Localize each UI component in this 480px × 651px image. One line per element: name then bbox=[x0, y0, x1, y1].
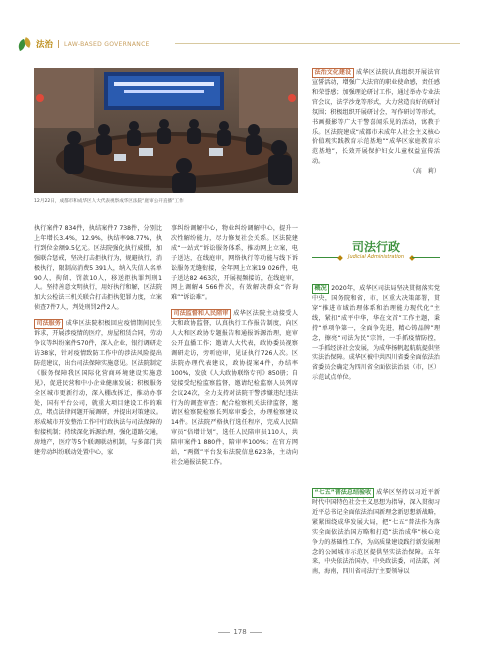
meeting-photo bbox=[34, 68, 298, 193]
pufa-text: 成华区坚持以习近平新时代中国特色社会主义思想为指导，深入贯彻习近平总书记全面依法治国新理念新思想新战略，紧紧围绕成华发展大局，把“七五”普法作为落实全面依法治国方略和打造“法治成华”核心竞争力的基础性工作，为高质量建设践行新发展理念的公园城市示范区提供坚实法治保障。五年来，中央依法治国办，中央政法委，司法部，河南，海南，四川省司法厅主要领导以 bbox=[312, 489, 440, 576]
tag-judicial-service: 司法服务 bbox=[34, 319, 63, 329]
tag-overview: 概况 bbox=[312, 284, 329, 294]
page-number-rule-right bbox=[250, 632, 262, 633]
photo-caption: 12月22日，成都市和成华区人大代表视察成华区法院“庭审公开直播”工作 bbox=[34, 199, 184, 204]
supervision-text: 成华区法院主动接受人大和政协监督，认真执行工作报告制度，向区人大和区政协专题报告和通报诉源治理，庭审公开直播工作；邀请人大代表，政协委员视察调研走访，旁听庭审，见证执行726人次。区法院办理代表建议，政协提案4件，办结率100%，发放《人大政协联络专刊》850册；自觉接受纪检监察监督，邀请纪检监察人员列席会议24次，全力支持对法院干警涉嫌违纪违法行为的调查审查；配合检察机关法律监督，邀请区检察院检察长列席审委会，办理检察建议14件。区法院严格执行选任程序，完成人民陪审员“倍增计划”，选任人民陪审员110人，共陪审案件1 880件，陪审率100%；在官方网站，“两微”平台发布法院信息623条，主动向社会通报法院工作。 bbox=[171, 310, 298, 466]
paragraph-pufa bbox=[312, 488, 440, 577]
column-1 bbox=[34, 224, 162, 458]
page-number: 178 bbox=[233, 628, 247, 636]
header-divider bbox=[58, 40, 59, 48]
section-header bbox=[312, 238, 440, 268]
column-3-overview bbox=[312, 284, 440, 383]
section-title: 司法行政 bbox=[351, 240, 400, 254]
column-3-pufa bbox=[312, 488, 440, 577]
paragraph-judicial-service bbox=[34, 319, 162, 458]
header-title: 法治 bbox=[36, 40, 54, 50]
leaf-logo-icon bbox=[18, 38, 32, 50]
paragraph-overview bbox=[312, 284, 440, 383]
judicial-service-text: 成华区法院积极回应疫情期间民生诉求，开展涉疫情的医疗，房屋租赁合同，劳动争议等纠纷案件570件，深入企业，银行调研走访38家，针对疫情致防工作中的涉法风险提出防范建议，出台司法保障实施意见。区法院制定《服务保障我区国际化营商环境建设实施意见》，促进民营和中小企业健康发展；积极服务全区城市更新行动，深入棚改拆迁，推动办事处，国有平台公司，就重大项目建设工作的难点，堵点法律问题开展调研，并提出对策建议。形成城市开发整治工作中行政执法与司法保障的衔接机制；持续深化诉源治理，强化道路交通，房地产，医疗等5个联调联动机制，与多部门共建劳动纠纷联动处置中心，家 bbox=[34, 320, 162, 457]
tag-legal-culture: 法治文化建设 bbox=[312, 68, 354, 78]
paragraph-mediation: 事纠纷调解中心，物业纠纷调解中心，提升一次性解纷能力，尽力修复社会关系。区法院建成“一站式”诉讼服务体系，推动网上立案，电子送达，在线庭审，网络执行等功能与线下诉讼服务无缝衔接，全年网上立案19 026件，电子送达82 463次，开展视频接访，在线庭审，网上调解4 566件次，有效解决群众“咨询难”“诉讼难”。 bbox=[171, 225, 298, 302]
header-subtitle: LAW-BASED GOVERNANCE bbox=[64, 40, 150, 48]
column-2 bbox=[171, 224, 298, 468]
paragraph-legal-culture bbox=[312, 68, 440, 167]
tag-pufa: “七五”普法总结验收 bbox=[312, 488, 374, 498]
section-subtitle: Judicial Administration bbox=[347, 254, 405, 260]
header-rule bbox=[175, 43, 460, 44]
page-header bbox=[18, 38, 150, 50]
paragraph-supervision bbox=[171, 309, 298, 468]
legal-culture-text: 成华区法院认真组织开展法官宣誓活动，增强广大法官的职业使命感，责任感和荣誉感；加强理论研讨工作，通过举办专业法官会议，法学沙龙等形式，大力营造良好的研讨氛围；积极组织开展研讨会，写作研讨等形式，书画摄影等广大干警喜闻乐见的活动，寓教于乐。区法院建成“成都市未成年人社会主义核心价值观实践教育示范基地”“成华区家庭教育示范基地”，长效开展保护妇女儿童权益宣传活动。 bbox=[312, 69, 440, 166]
overview-text: 2020年，成华区司法局坚决贯彻落实党中央，国务院和省，市，区重大决策部署，贯穿“推进市域治理体系和治理能力现代化”主线，紧扣“成平中华，华在文首”工作主题，秉持“单项争第一，全面争先进，精心铸品牌”理念，擦亮“司法为民”宗旨，一手抓疫情防控，一手抓经济社会发展，为成华扬帆起航航提供坚实法治保障。成华区被中共四川省委全面依法治省委员会确定为四川省全面依法治县（市，区）示范试点单位。 bbox=[312, 285, 440, 382]
section-rule-right bbox=[412, 257, 440, 258]
author-credit: （高 莉） bbox=[409, 168, 440, 176]
tag-supervision: 司法监督和人民陪审 bbox=[171, 309, 231, 319]
paragraph-execution: 执行案件7 834件，执结案件7 738件，分别比上年增长3.4%，12.9%，执结率98.77%，执行到位金额9.5亿元。区法院强化执行威慑，加强联合惩戒，坚决打击拒执行为，规避执行，消极执行，限制高消费5 391人，纳入失信人名单90人，拘留、罚款10人，移送拒执罪判刑1人。坚持善意文明执行，用好执行和解，区法院加大公检法三机关联合打击拒执犯罪力度，立案侦查7件7人，判处刑罚2件2人。 bbox=[34, 225, 162, 312]
column-3-top bbox=[312, 68, 440, 177]
